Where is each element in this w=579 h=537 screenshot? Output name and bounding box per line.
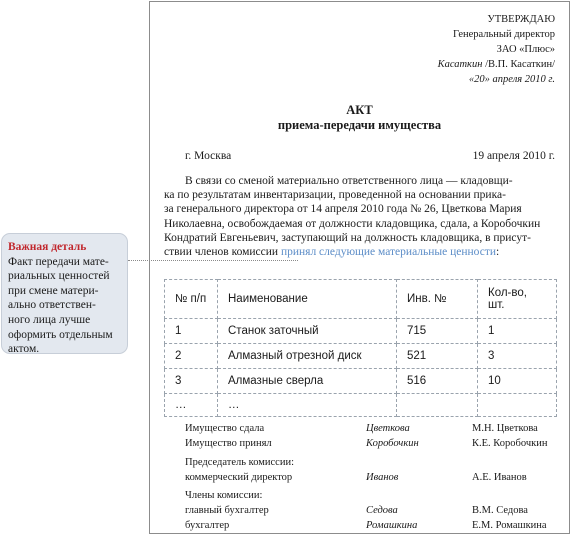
- highlighted-phrase: принял следующие материальные ценности: [280, 246, 497, 259]
- table-cell: …: [165, 394, 218, 417]
- city: г. Москва: [185, 150, 232, 162]
- signature-row: [185, 421, 561, 436]
- callout-line: при смене матери-: [8, 284, 99, 297]
- table-row: [165, 319, 557, 344]
- approval-sign-italic: Касаткин: [437, 59, 483, 70]
- body-line: В связи со сменой материально ответственного лица — кладовщи-: [185, 175, 513, 187]
- members-label: Члены комиссии:: [185, 490, 263, 501]
- table-cell: 3: [478, 344, 557, 369]
- approval-block: [438, 12, 555, 87]
- doc-date: 19 апреля 2010 г.: [472, 150, 555, 162]
- signature-row: [185, 470, 561, 485]
- callout-line: актом.: [8, 343, 40, 356]
- approval-date: «20» апреля 2010 г.: [468, 74, 555, 85]
- table-cell: 715: [397, 319, 478, 344]
- chair-label: Председатель комиссии:: [185, 457, 294, 468]
- doc-title: АКТ: [346, 103, 373, 117]
- table-cell: 521: [397, 344, 478, 369]
- signature-row: [185, 488, 561, 503]
- signature-handwritten: Ромашкина: [366, 520, 418, 531]
- signature-row: [185, 503, 561, 518]
- signatures-chair: [185, 455, 561, 485]
- items-table: [164, 279, 557, 417]
- table-cell: 2: [165, 344, 218, 369]
- table-cell: …: [218, 394, 397, 417]
- table-cell: 1: [165, 319, 218, 344]
- signatures-transfer: [185, 421, 561, 451]
- table-cell: [397, 394, 478, 417]
- approval-line2: Генеральный директор: [453, 29, 555, 40]
- header-cell: Кол-во, шт.: [478, 280, 557, 319]
- table-cell: 10: [478, 369, 557, 394]
- body-line: за генерального директора от 14 апреля 2010 года № 26, Цветкова Мария: [164, 203, 522, 216]
- callout-line: риальных ценностей: [8, 270, 110, 283]
- table-cell: [478, 394, 557, 417]
- table-cell: 3: [165, 369, 218, 394]
- document-page: [149, 1, 570, 534]
- header-cell: Наименование: [218, 280, 397, 319]
- signature-row: [185, 455, 561, 470]
- body-text-fragment: ствии членов комиссии: [164, 246, 281, 259]
- body-text-fragment: :: [496, 246, 500, 259]
- table-row: [165, 394, 557, 417]
- signature-handwritten: Цветкова: [366, 423, 410, 434]
- callout-line: ного лица лучше: [8, 313, 91, 326]
- signature-row: [185, 436, 561, 451]
- header-cell: № п/п: [165, 280, 218, 319]
- body-line: Кондратий Евгеньевич, заступающий на должность кладовщика, в присут-: [164, 231, 531, 244]
- signatures-members: [185, 488, 561, 533]
- callout-line: оформить отдельным: [8, 328, 113, 341]
- table-header-row: [165, 280, 557, 319]
- signature-handwritten: Иванов: [366, 472, 399, 483]
- signature-role: главный бухгалтер: [185, 505, 269, 516]
- signature-row: [185, 518, 561, 533]
- signature-handwritten: Коробочкин: [366, 438, 419, 449]
- signature-role: коммерческий директор: [185, 472, 293, 483]
- table-cell: Алмазные сверла: [218, 369, 397, 394]
- signature-role: бухгалтер: [185, 520, 230, 531]
- signature-name: А.Е. Иванов: [472, 472, 527, 483]
- table-cell: 1: [478, 319, 557, 344]
- important-note-callout: [1, 233, 128, 354]
- callout-heading: Важная деталь: [8, 241, 87, 253]
- approval-line1: УТВЕРЖДАЮ: [487, 14, 555, 25]
- header-cell: Инв. №: [397, 280, 478, 319]
- signature-name: К.Е. Коробочкин: [472, 438, 548, 449]
- table-row: [165, 369, 557, 394]
- table-cell: Алмазный отрезной диск: [218, 344, 397, 369]
- body-line-last: [164, 245, 557, 259]
- doc-subtitle: приема-передачи имущества: [277, 118, 442, 132]
- table-row: [165, 344, 557, 369]
- body-text: [164, 174, 557, 259]
- callout-line: Факт передачи мате-: [8, 255, 109, 268]
- callout-line: ально ответствен-: [8, 299, 96, 312]
- approval-line3: ЗАО «Плюс»: [496, 44, 555, 55]
- approval-signature: [438, 57, 555, 72]
- signature-name: Е.М. Ромашкина: [472, 520, 547, 531]
- body-line: ка по результатам инвентаризации, проведенной на основании прика-: [164, 189, 506, 202]
- signature-role: Имущество принял: [185, 438, 272, 449]
- body-line: Николаевна, освобождаемая от должности кладовщика, сдала, а Коробочкин: [164, 217, 541, 230]
- signature-handwritten: Седова: [366, 505, 398, 516]
- table-cell: 516: [397, 369, 478, 394]
- table-cell: Станок заточный: [218, 319, 397, 344]
- signature-name: М.Н. Цветкова: [472, 423, 538, 434]
- signature-name: В.М. Седова: [472, 505, 528, 516]
- callout-connector-line: [128, 260, 298, 262]
- signature-role: Имущество сдала: [185, 423, 265, 434]
- approval-sign-name: /В.П. Касаткин/: [485, 59, 555, 70]
